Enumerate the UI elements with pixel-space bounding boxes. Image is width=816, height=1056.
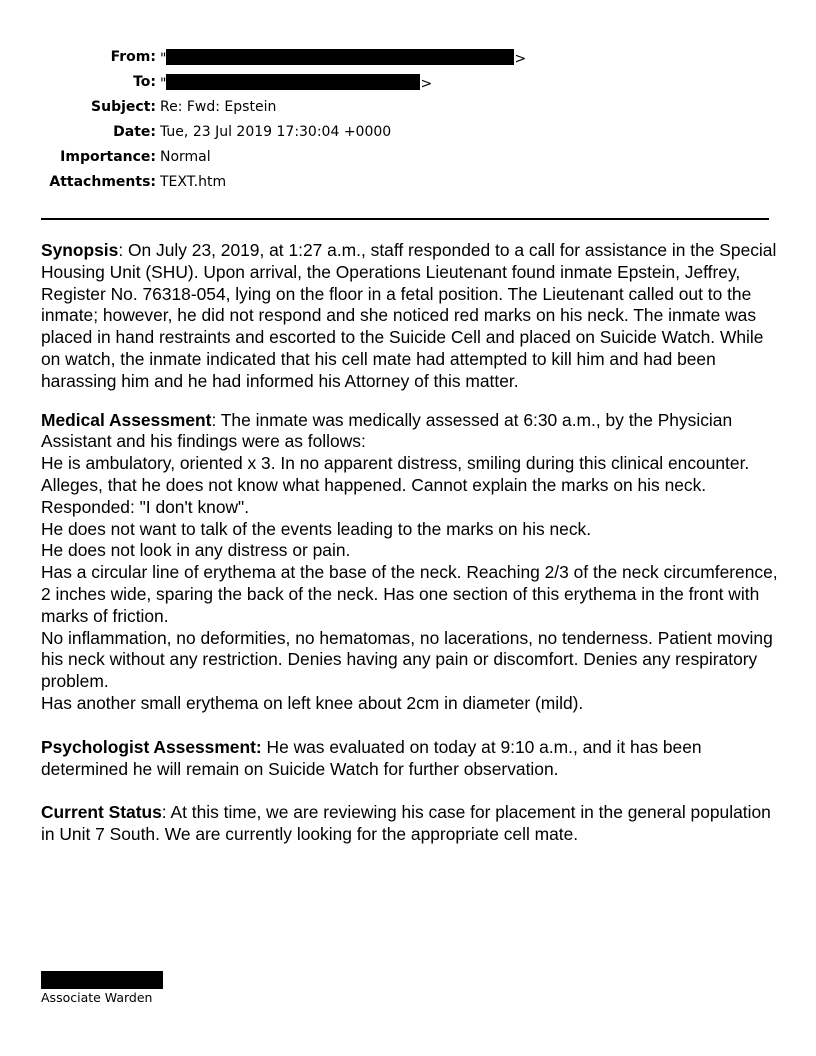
header-divider — [41, 218, 769, 220]
to-label: To: — [133, 74, 156, 90]
medical-finding: No inflammation, no deformities, no hematomas, no lacerations, no tenderness. Patient moving his neck without any restriction. Denies having any pain or discomfort. Denies any respiratory problem. — [41, 627, 773, 692]
attachments-label: Attachments: — [49, 174, 156, 190]
medical-finding: He does not look in any distress or pain. — [41, 540, 351, 561]
subject-label: Subject: — [91, 99, 156, 115]
status-text: : At this time, we are reviewing his case for placement in the general population in Unit 7 South. We are currently looking for the appropriate cell mate. — [41, 802, 771, 845]
medical-text: : The inmate was medically assessed at 6:30 a.m., by the Physician Assistant and his findings were as follows: — [41, 409, 733, 452]
to-row — [0, 74, 816, 94]
signature-title: Associate Warden — [41, 990, 153, 1005]
importance-row — [0, 149, 816, 169]
subject-row — [0, 99, 816, 119]
redaction-bar — [166, 74, 420, 90]
to-value: " > — [160, 76, 433, 92]
psychologist-paragraph — [41, 737, 781, 781]
redaction-bar — [166, 49, 514, 65]
medical-finding: Has a circular line of erythema at the base of the neck. Reaching 2/3 of the neck circumference, 2 inches wide, sparing the back of the neck. Has one section of this erythema in the front with marks of friction. — [41, 562, 778, 626]
synopsis-paragraph — [41, 240, 781, 393]
date-value: Tue, 23 Jul 2019 17:30:04 +0000 — [160, 124, 392, 140]
importance-value: Normal — [160, 149, 211, 165]
synopsis-text: : On July 23, 2019, at 1:27 a.m., staff responded to a call for assistance in the Special Housing Unit (SHU). Upon arrival, the Operations Lieutenant found inmate Epstein, Jeffrey, Register No. 76318-054, lying on the floor in a fetal position. The Lieutenant called out to the inmate; however, he did not respond and she noticed red marks on his neck. The inmate was placed in hand restraints and escorted to the Suicide Cell and placed on Suicide Watch. While on watch, the inmate indicated that his cell mate had attempted to kill him and had been harassing him and he had informed his Attorney of this matter. — [41, 240, 777, 391]
message-body — [41, 240, 781, 846]
medical-finding: Has another small erythema on left knee about 2cm in diameter (mild). — [41, 692, 584, 713]
psychologist-heading: Psychologist Assessment: — [41, 736, 262, 757]
subject-value: Re: Fwd: Epstein — [160, 99, 277, 115]
importance-label: Importance: — [60, 149, 156, 165]
attachments-value[interactable]: TEXT.htm — [160, 174, 227, 190]
status-heading: Current Status — [41, 802, 162, 823]
from-row — [0, 49, 816, 69]
from-label: From: — [110, 49, 156, 65]
medical-finding: He does not want to talk of the events leading to the marks on his neck. — [41, 518, 592, 539]
status-paragraph — [41, 802, 781, 846]
synopsis-heading: Synopsis — [41, 240, 119, 260]
medical-heading: Medical Assessment — [41, 409, 212, 430]
medical-finding: He is ambulatory, oriented x 3. In no apparent distress, smiling during this clinical encounter. Alleges, that he does not know what happened. Cannot explain the marks on his neck. Responded: "I don't know". — [41, 453, 750, 517]
date-label: Date: — [113, 124, 156, 140]
medical-paragraph — [41, 410, 781, 454]
signature-redaction-bar — [41, 971, 163, 989]
psychologist-text: He was evaluated on today at 9:10 a.m., and it has been determined he will remain on Suicide Watch for further observation. — [41, 736, 702, 779]
from-value: " > — [160, 51, 527, 67]
date-row — [0, 124, 816, 144]
attachments-row — [0, 174, 816, 194]
